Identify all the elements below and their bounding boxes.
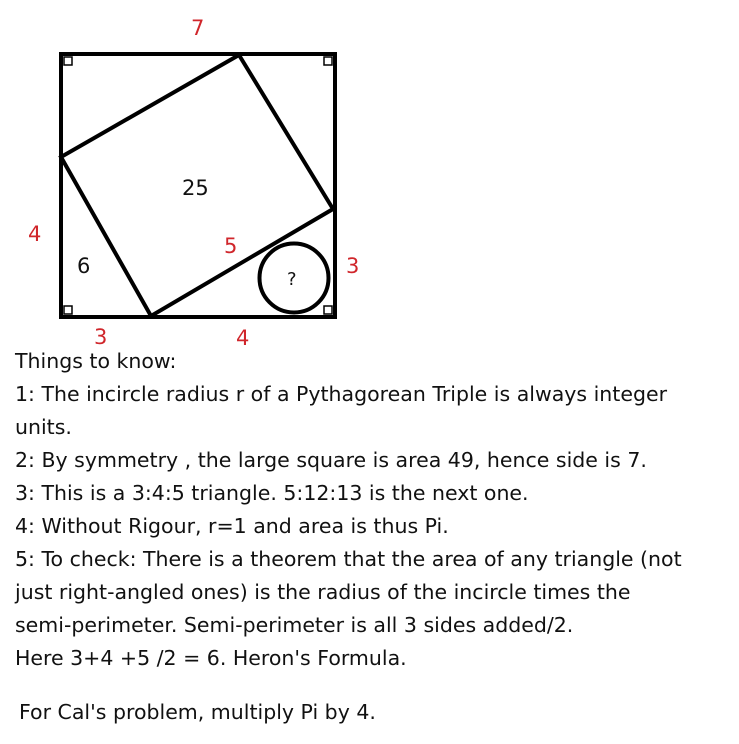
notes-line: Here 3+4 +5 /2 = 6. Heron's Formula. bbox=[15, 646, 407, 670]
notes-line: 5: To check: There is a theorem that the area of any triangle (not bbox=[15, 547, 682, 571]
label-triangle-area: 6 bbox=[77, 254, 91, 278]
label-inner-square-area: 25 bbox=[182, 176, 209, 200]
right-angle-marker-top-right bbox=[324, 57, 332, 65]
label-incircle-unknown: ? bbox=[287, 269, 297, 290]
footer-note: For Cal's problem, multiply Pi by 4. bbox=[19, 700, 376, 724]
notes-line: 1: The incircle radius r of a Pythagorean Triple is always integer bbox=[15, 382, 667, 406]
notes-line: 3: This is a 3:4:5 triangle. 5:12:13 is the next one. bbox=[15, 481, 529, 505]
label-bottom-left: 3 bbox=[94, 325, 108, 345]
notes-line: just right-angled ones) is the radius of the incircle times the bbox=[15, 580, 631, 604]
label-left-side: 4 bbox=[28, 222, 42, 246]
label-top-side: 7 bbox=[191, 16, 205, 40]
geometry-diagram bbox=[0, 0, 739, 345]
right-angle-marker-top-left bbox=[64, 57, 72, 65]
label-right-side: 3 bbox=[346, 254, 360, 278]
notes-heading: Things to know: bbox=[15, 349, 177, 373]
notes-line: units. bbox=[15, 415, 72, 439]
notes-line: semi-perimeter. Semi-perimeter is all 3 sides added/2. bbox=[15, 613, 574, 637]
right-angle-marker-bottom-left bbox=[64, 306, 72, 314]
notes-line: 2: By symmetry , the large square is area 49, hence side is 7. bbox=[15, 448, 647, 472]
notes-block bbox=[15, 345, 730, 675]
notes-line: 4: Without Rigour, r=1 and area is thus Pi. bbox=[15, 514, 449, 538]
right-angle-marker-bottom-right bbox=[324, 306, 332, 314]
label-hypotenuse: 5 bbox=[224, 234, 238, 258]
label-bottom-right: 4 bbox=[236, 326, 250, 345]
